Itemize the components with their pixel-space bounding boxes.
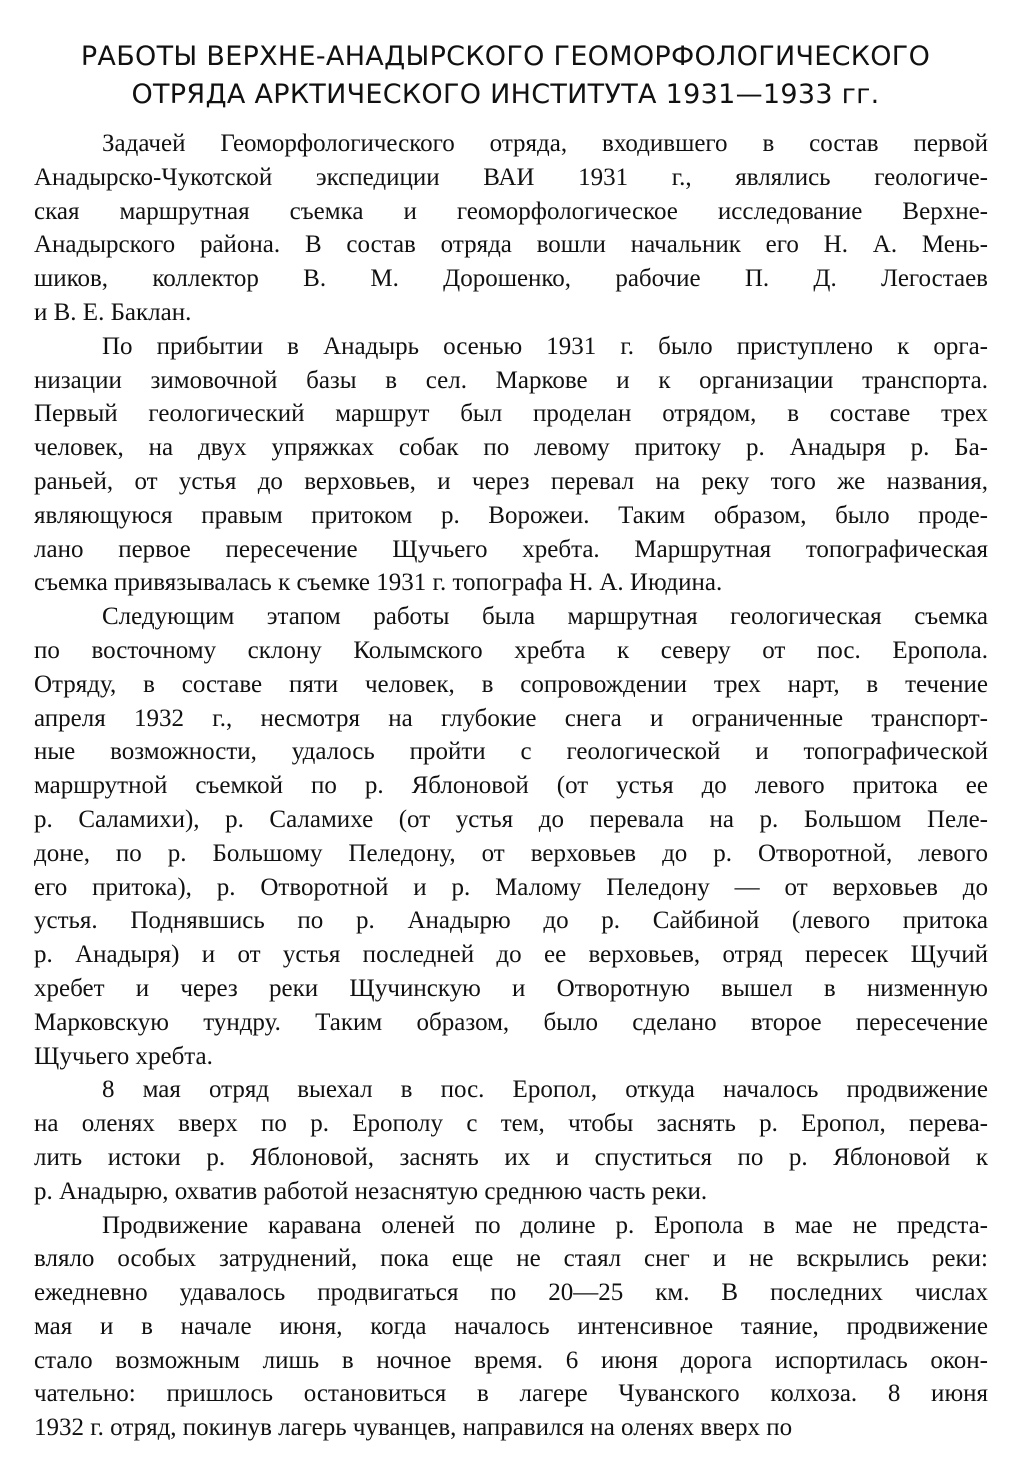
text-line: и В. Е. Баклан. [34,298,192,326]
text-line: чательно: пришлось остановиться в лагере Чуванского колхоза. 8 июня [34,1380,988,1408]
text-line: человек, на двух упряжках собак по левому притоку р. Анадыря р. Ба- [34,434,988,462]
text-line: Следующим этапом работы была маршрутная геологическая съемка [102,603,988,631]
text-line: стало возможным лишь в ночное время. 6 июня дорога испортилась окон- [34,1346,988,1374]
text-line: Первый геологический маршрут был проделан отрядом, в составе трех [34,400,988,428]
paragraph [34,1073,988,1208]
text-line: Анадырско-Чукотской экспедиции ВАИ 1931 г., являлись геологиче- [34,163,988,191]
text-line: на оленях вверх по р. Ерополу с тем, чтобы заснять р. Еропол, перева- [34,1110,988,1138]
article-title-line-1: РАБОТЫ ВЕРХНЕ-АНАДЫРСКОГО ГЕОМОРФОЛОГИЧЕСКОГО [80,41,931,72]
text-line: вляло особых затруднений, пока еще не стаял снег и не вскрылись реки: [34,1245,988,1273]
article-title [0,0,1011,114]
text-line: 1932 г. отряд, покинув лагерь чуванцев, направился на оленях вверх по [34,1414,793,1442]
text-line: ежедневно удавалось продвигаться по 20—25 км. В последних числах [34,1279,988,1307]
text-line: р. Анадыря) и от устья последней до ее верховьев, отряд пересек Щучий [34,941,988,969]
text-line: Продвижение каравана оленей по долине р. Еропола в мае не предста- [102,1211,988,1239]
text-line: Задачей Геоморфологического отряда, входившего в состав первой [102,130,988,157]
text-line: Анадырского района. В состав отряда вошли начальник его Н. А. Мень- [34,231,988,259]
text-line: р. Саламихи), р. Саламихе (от устья до перевала на р. Большом Пеле- [34,805,988,833]
paragraph [34,127,988,330]
text-line: р. Анадырю, охватив работой незаснятую среднюю часть реки. [34,1177,708,1205]
text-line: лано первое пересечение Щучьего хребта. Маршрутная топографическая [34,535,988,563]
text-line: хребет и через реки Щучинскую и Отворотную вышел в низменную [34,974,988,1002]
text-line: низации зимовочной базы в сел. Маркове и к организации транспорта. [34,366,988,394]
paragraph [34,330,988,600]
text-line: Марковскую тундру. Таким образом, было сделано второе пересечение [34,1008,988,1036]
text-line: ные возможности, удалось пройти с геологической и топографической [34,738,988,766]
paragraph [34,1209,988,1446]
text-line: шиков, коллектор В. М. Дорошенко, рабочие П. Д. Легостаев [34,265,988,293]
text-line: ская маршрутная съемка и геоморфологическое исследование Верхне- [34,197,988,225]
text-line: по восточному склону Колымского хребта к северу от пос. Еропола. [34,636,988,664]
paragraph [34,600,988,1073]
text-line: маршрутной съемкой по р. Яблоновой (от устья до левого притока ее [34,772,988,800]
text-line: Отряду, в составе пяти человек, в сопровождении трех нарт, в течение [34,670,988,698]
text-line: лить истоки р. Яблоновой, заснять их и спуститься по р. Яблоновой к [34,1143,988,1171]
text-line: устья. Поднявшись по р. Анадырю до р. Сайбиной (левого притока [34,907,988,935]
text-line: мая и в начале июня, когда началось интенсивное таяние, продвижение [34,1312,988,1340]
text-line: По прибытии в Анадырь осенью 1931 г. было приступлено к орга- [102,332,988,360]
text-line: съемка привязывалась к съемке 1931 г. топографа Н. А. Июдина. [34,569,723,597]
text-line: 8 мая отряд выехал в пос. Еропол, откуда началось продвижение [102,1076,988,1104]
article-body [34,127,988,1445]
text-line: являющуюся правым притоком р. Ворожеи. Таким образом, было проде- [34,501,988,529]
article-title-line-2: ОТРЯДА АРКТИЧЕСКОГО ИНСТИТУТА 1931—1933 гг. [131,79,880,110]
text-line: Щучьего хребта. [34,1042,213,1070]
text-line: апреля 1932 г., несмотря на глубокие снега и ограниченные транспорт- [34,704,988,732]
text-line: раньей, от устья до верховьев, и через перевал на реку того же названия, [34,467,988,495]
text-line: его притока), р. Отворотной и р. Малому Пеледону — от верховьев до [34,873,988,901]
text-line: доне, по р. Большому Пеледону, от верховьев до р. Отворотной, левого [34,839,988,867]
